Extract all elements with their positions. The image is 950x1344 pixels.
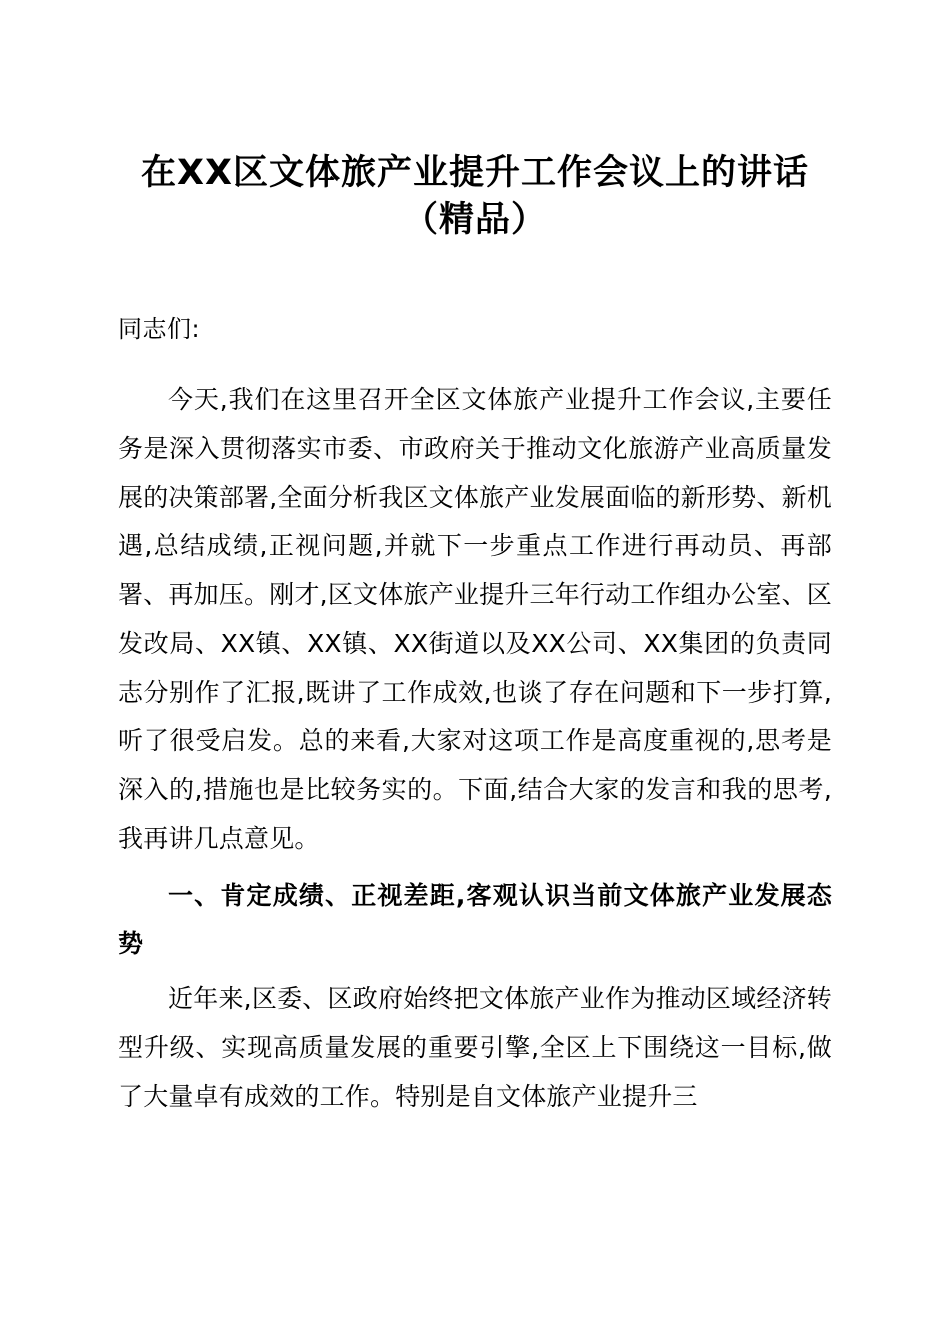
paragraph-section-one-body: 近年来,区委、区政府始终把文体旅产业作为推动区域经济转型升级、实现高质量发展的重要引擎,全区上下围绕这一目标,做了大量卓有成效的工作。特别是自文体旅产业提升三 <box>118 984 832 1111</box>
page-title: 在XX区文体旅产业提升工作会议上的讲话（精品） <box>141 153 809 241</box>
section-heading-one: 一、肯定成绩、正视差距,客观认识当前文体旅产业发展态势 <box>118 880 832 959</box>
salutation: 同志们: <box>118 314 201 343</box>
paragraph-intro: 今天,我们在这里召开全区文体旅产业提升工作会议,主要任务是深入贯彻落实市委、市政府关于推动文化旅游产业高质量发展的决策部署,全面分析我区文体旅产业发展面临的新形势、新机遇,总结成绩,正视问题,并就下一步重点工作进行再动员、再部署、再加压。刚才,区文体旅产业提升三年行动工作组办公室、区发改局、XX镇、XX镇、XX街道以及XX公司、XX集团的负责同志分别作了汇报,既讲了工作成效,也谈了存在问题和下一步打算,听了很受启发。总的来看,大家对这项工作是高度重视的,思考是深入的,措施也是比较务实的。下面,结合大家的发言和我的思考,我再讲几点意见。 <box>118 385 832 853</box>
